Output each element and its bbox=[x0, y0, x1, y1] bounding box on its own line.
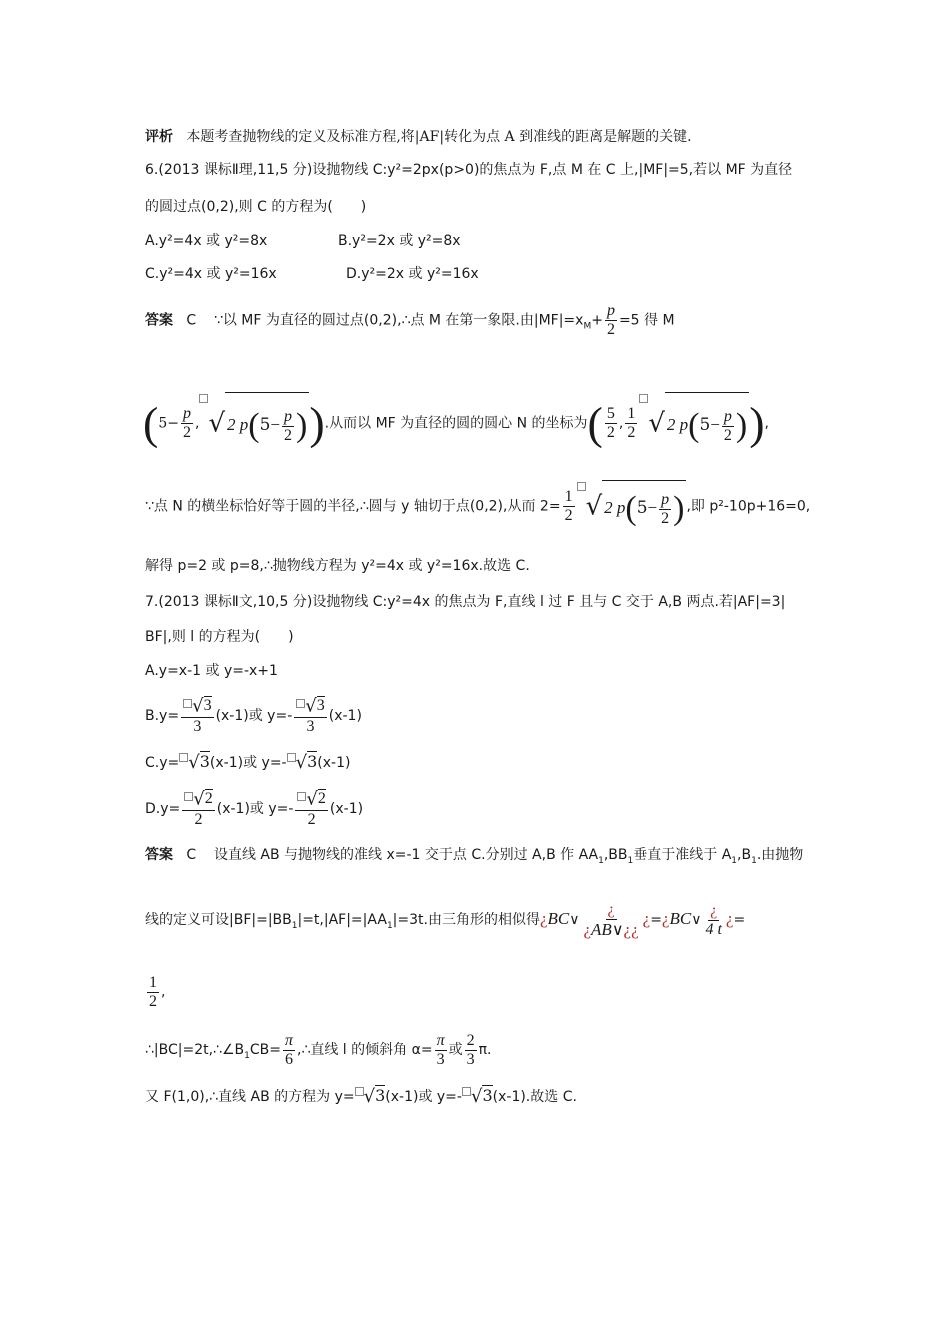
q7-frac-rad2-over-2-a: $\frac{√2}{2}$ bbox=[182, 790, 214, 827]
q6-answer-letter: C bbox=[186, 312, 197, 329]
q6-answer-line4: 解得 p=2 或 p=8,∴抛物线方程为 y²=4x 或 y²=16x.故选 C. bbox=[145, 558, 530, 574]
q6-answer-text-a: ∵以 MF 为直径的圆过点(0,2),∴点 M 在第一象限.由|MF|=x bbox=[213, 312, 584, 329]
q6-answer-text-mid: .从而以 MF 为直径的圆的圆心 N 的坐标为 bbox=[324, 415, 588, 432]
q6-answer-label: 答案 bbox=[145, 312, 173, 329]
q7-stem-line1: 7.(2013 课标Ⅱ文,10,5 分)设抛物线 C:y²=4x 的焦点为 F,直线 l 过 F 且与 C 交于 A,B 两点.若|AF|=3| bbox=[145, 594, 786, 610]
analysis-line bbox=[145, 127, 692, 147]
q7-answer-line5: 又 F(1,0),∴直线 AB 的方程为 y= √3(x-1)或 y=- √3(x-1).故选 C. bbox=[145, 1086, 577, 1107]
analysis-text: 本题考查抛物线的定义及标准方程,将|AF|转化为点 A 到准线的距离是解题的关键. bbox=[186, 129, 692, 145]
q6-answer-line3 bbox=[145, 480, 810, 533]
q6-answer-text-3a: ∵点 N 的横坐标恰好等于圆的半径,∴圆与 y 轴切于点(0,2),从而 2= bbox=[145, 498, 561, 515]
q6-frac-5-over-2: $\frac{5}{2}$ bbox=[606, 405, 615, 441]
q6-option-c: C.y²=4x 或 y²=16x bbox=[145, 266, 277, 282]
q7-frac-pi-over-3: $\frac{\pi}{3}$ bbox=[436, 1031, 445, 1068]
q7-frac-pi-over-6: $\frac{\pi}{6}$ bbox=[284, 1031, 293, 1068]
q6-frac-p-over-2: $\frac{p}{2}$ bbox=[606, 302, 615, 338]
q6-radical-b: √ 2 p(5− $\frac{p}{2}$ ) bbox=[648, 392, 749, 455]
q6-frac-1-over-2-b: $\frac{1}{2}$ bbox=[564, 488, 573, 524]
q6-radical-c: √ 2 p(5− $\frac{p}{2}$ ) bbox=[586, 480, 687, 533]
q6-answer-text-c: =5 得 M bbox=[618, 312, 675, 329]
q7-frac-rad2-over-2-b: $\frac{√2}{2}$ bbox=[295, 790, 327, 827]
missing-glyph-icon bbox=[639, 394, 648, 403]
q7-option-a: A.y=x-1 或 y=-x+1 bbox=[145, 663, 278, 679]
q7-frac-half: $\frac{1}{2}$ bbox=[149, 973, 157, 1010]
q6-radical-a: √ 2 p(5− $\frac{p}{2}$ ) bbox=[208, 392, 309, 455]
q6-plus: + bbox=[591, 312, 603, 329]
q7-answer-line2: 线的定义可设$|BF|=|BB_1|=t,|AF|=|AA_1|=3t$.由三角形的相似得¿BC∨ $\frac{¿}{¿AB\vee¿¿}$ ¿=¿BC∨ $\frac{¿}{4 t}$ ¿= bbox=[145, 900, 746, 939]
q7-option-c: C.y= √3(x-1)或 y=- √3(x-1) bbox=[145, 752, 351, 773]
q7-answer-line1: 答案 C 设直线 AB 与抛物线的准线 x=-1 交于点 C.分别过 A,B 作 $AA_1,BB_1$垂直于准线于 $A_1,B_1$.由抛物 bbox=[145, 847, 804, 866]
q6-stem-line1: 6.(2013 课标Ⅱ理,11,5 分)设抛物线 C:y²=2px(p>0)的焦点为 F,点 M 在 C 上,|MF|=5,若以 MF 为直径 bbox=[145, 162, 793, 178]
q6-sub-m: M bbox=[583, 321, 592, 332]
q6-stem-line2: 的圆过点(0,2),则 C 的方程为( ) bbox=[145, 199, 367, 215]
q6-answer-text-3b: ,即 p²-10p+16=0, bbox=[686, 498, 811, 515]
q6-frac-1-over-2: $\frac{1}{2}$ bbox=[627, 405, 636, 441]
q6-answer-line1 bbox=[145, 303, 675, 343]
q7-frac-rad3-over-3-a: $\frac{√3}{3}$ bbox=[181, 697, 213, 734]
q6-frac-p2-a: $\frac{p}{2}$ bbox=[182, 405, 191, 441]
q6-option-d: D.y²=2x 或 y²=16x bbox=[346, 266, 479, 282]
missing-glyph-icon bbox=[577, 482, 586, 491]
q6-answer-line2: (5− $\frac{p}{2}$ , √ 2 p(5− $\frac{p}{2}$ )).从而以 MF 为直径的圆的圆心 N 的坐标为( $\frac{5}{2}$ , $\frac{1}{2}$ √ 2 p(5− $\frac{p}{2}$ )), bbox=[143, 392, 769, 455]
q7-garbled-frac-a: $\frac{¿}{¿AB\vee¿¿}$ bbox=[583, 900, 639, 939]
q7-option-d: D.y= $\frac{√2}{2}$ (x-1)或 y=- $\frac{√2}{2}$ (x-1) bbox=[145, 788, 364, 828]
analysis-label: 评析 bbox=[145, 129, 173, 145]
q7-answer-line3: $\frac{1}{2}$ , bbox=[149, 973, 166, 1010]
q6-option-a: A.y²=4x 或 y²=8x bbox=[145, 233, 268, 249]
q6-paren-open: ( bbox=[143, 397, 159, 449]
q7-answer-line4: $\therefore|BC|=2t,\therefore\angle B_1CB=$ $\frac{\pi}{6}$ ,∴直线 l 的倾斜角 α= $\frac{\pi}{3}$ 或 $\frac{2}{3}$ π. bbox=[145, 1031, 492, 1068]
q6-option-b: B.y²=2x 或 y²=8x bbox=[338, 233, 461, 249]
q7-frac-rad3-over-3-b: $\frac{√3}{3}$ bbox=[294, 697, 326, 734]
missing-glyph-icon bbox=[199, 394, 208, 403]
q7-stem-line2: BF|,则 l 的方程为( ) bbox=[145, 629, 294, 645]
q7-option-b: B.y= $\frac{√3}{3}$ (x-1)或 y=- $\frac{√3}{3}$ (x-1) bbox=[145, 695, 362, 735]
q7-frac-2-over-3: $\frac{2}{3}$ bbox=[466, 1031, 475, 1068]
q7-garbled-frac-b: $\frac{¿}{4 t}$ bbox=[705, 901, 722, 938]
